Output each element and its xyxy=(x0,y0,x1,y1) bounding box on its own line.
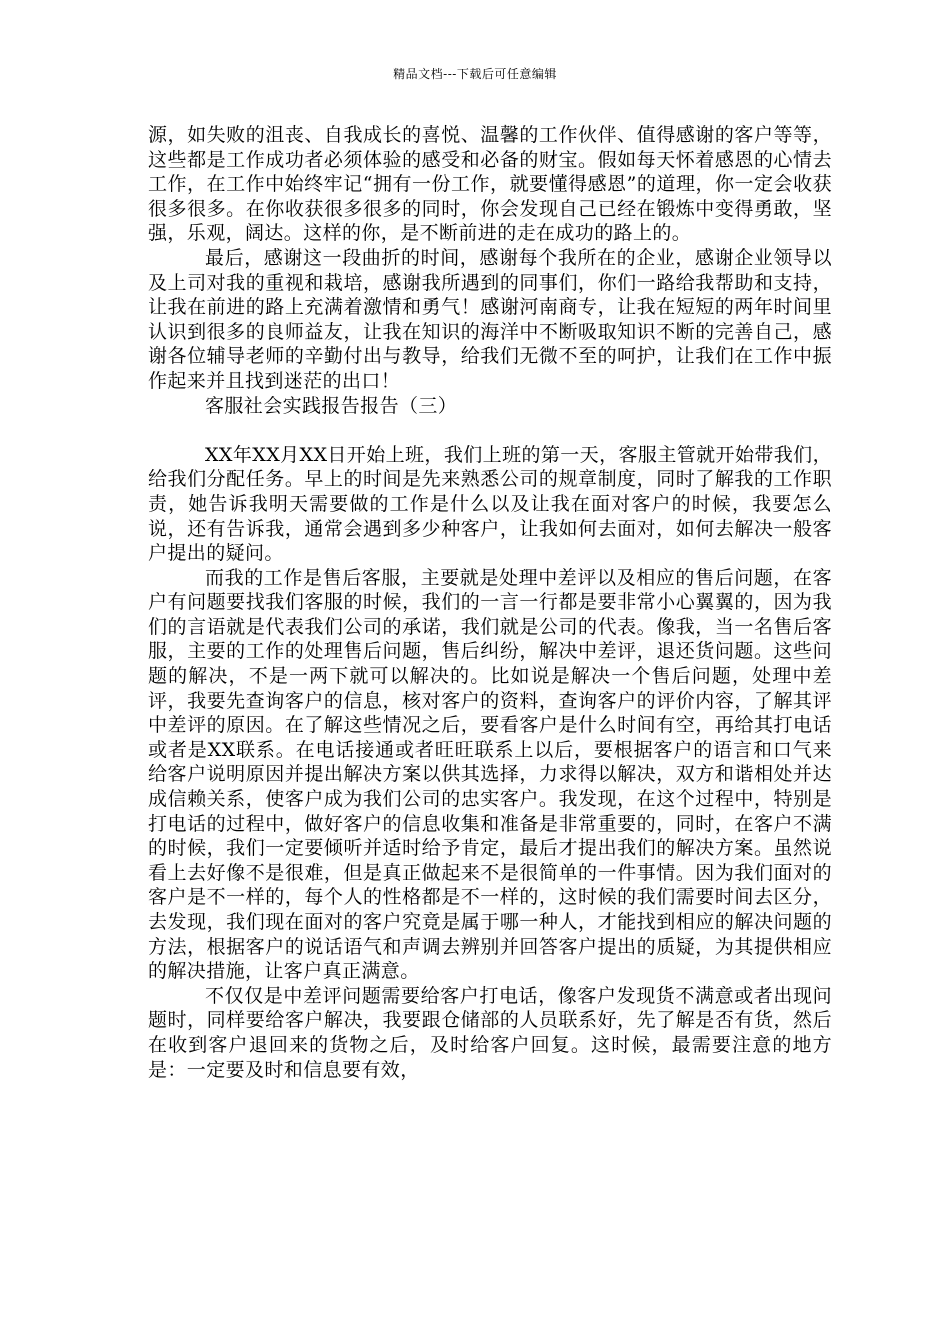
section-paragraph-2: 而我的工作是售后客服，主要就是处理中差评以及相应的售后问题，在客户有问题要找我们客服的时候，我们的一言一行都是要非常小心翼翼的，因为我们的言语就是代表我们公司的承诺，我们就是公司的代表。像我，当一名售后客服，主要的工作的处理售后问题，售后纠纷，解决中差评，退还货问题。这些问题的解决，不是一两下就可以解决的。比如说是解决一个售后问题，处理中差评，我要先查询客户的信息，核对客户的资料，查询客户的评价内容，了解其评中差评的原因。在了解这些情况之后，要看客户是什么时间有空，再给其打电话或者是XX联系。在电话接通或者旺旺联系上以后，要根据客户的语言和口气来给客户说明原因并提出解决方案以供其选择，力求得以解决，双方和谐相处并达成信赖关系，使客户成为我们公司的忠实客户。我发现，在这个过程中，特别是打电话的过程中，做好客户的信息收集和准备是非常重要的，同时，在客户不满的时候，我们一定要倾听并适时给予肯定，最后才提出我们的解决方案。虽然说看上去好像不是很难，但是真正做起来不是很简单的一件事情。因为我们面对的客户是不一样的，每个人的性格都是不一样的，这时候的我们需要时间去区分，去发现，我们现在面对的客户究竟是属于哪一种人，才能找到相应的解决问题的方法，根据客户的说话语气和声调去辨别并回答客户提出的质疑，为其提供相应的解决措施，让客户真正满意。 xyxy=(148,566,832,983)
section-paragraph-3: 不仅仅是中差评问题需要给客户打电话，像客户发现货不满意或者出现问题时，同样要给客户解决，我要跟仓储部的人员联系好，先了解是否有货，然后在收到客户退回来的货物之后，及时给客户回复。这时候，最需要注意的地方是：一定要及时和信息要有效， xyxy=(148,984,832,1081)
section-title: 客服社会实践报告报告（三） xyxy=(205,394,458,417)
blank-line xyxy=(148,418,832,443)
page-header: 精品文档---下载后可任意编辑 xyxy=(393,67,557,81)
paragraph-1: 源，如失败的沮丧、自我成长的喜悦、温馨的工作伙伴、值得感谢的客户等等，这些都是工作成功者必须体验的感受和必备的财宝。假如每天怀着感恩的心情去工作，在工作中始终牢记“拥有一份工作，就要懂得感恩”的道理，你一定会收获很多很多。在你收获很多很多的同时，你会发现自己已经在锻炼中变得勇敢，坚强，乐观，阔达。这样的你，是不断前进的走在成功的路上的。 xyxy=(148,124,832,245)
section-paragraph-1: XX年XX月XX日开始上班，我们上班的第一天，客服主管就开始带我们，给我们分配任务。早上的时间是先来熟悉公司的规章制度，同时了解我的工作职责，她告诉我明天需要做的工作是什么以及让我在面对客户的时候，我要怎么说，还有告诉我，通常会遇到多少种客户，让我如何去面对，如何去解决一般客户提出的疑问。 xyxy=(148,443,832,565)
document-body xyxy=(148,123,832,1082)
paragraph-2: 最后，感谢这一段曲折的时间，感谢每个我所在的企业，感谢企业领导以及上司对我的重视和栽培，感谢我所遇到的同事们，你们一路给我帮助和支持，让我在前进的路上充满着激情和勇气！感谢河南商专，让我在短短的两年时间里认识到很多的良师益友，让我在知识的海洋中不断吸取知识不断的完善自己，感谢各位辅导老师的辛勤付出与教导，给我们无微不至的呵护，让我们在工作中振作起来并且找到迷茫的出口！ xyxy=(148,246,832,392)
